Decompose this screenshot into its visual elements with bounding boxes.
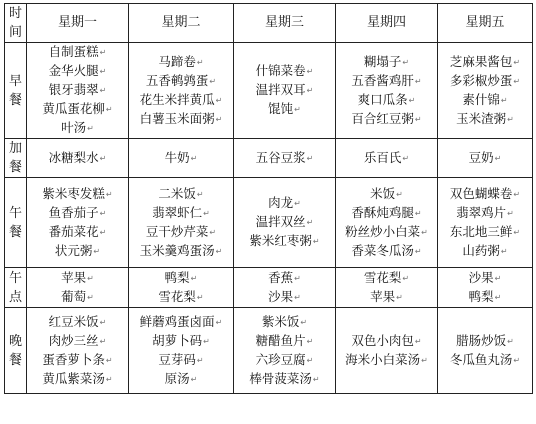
menu-item: 鸭梨 ↵ bbox=[438, 288, 532, 307]
menu-item: 黄瓜蛋花柳 ↵ bbox=[27, 100, 128, 119]
menu-item: 双色小肉包 ↵ bbox=[336, 332, 437, 351]
menu-cell-dinner-fri bbox=[438, 308, 533, 394]
meal-label-dinner: 晚餐 bbox=[5, 308, 27, 394]
day-header-mon: 星期一 bbox=[27, 4, 129, 43]
menu-item: 肉炒三丝 ↵ bbox=[27, 332, 128, 351]
menu-item: 米饭 ↵ bbox=[336, 185, 437, 204]
meal-row-snack bbox=[5, 268, 533, 308]
menu-item: 花生米拌黄瓜 ↵ bbox=[129, 91, 233, 110]
menu-item: 豆芽码 ↵ bbox=[129, 351, 233, 370]
menu-cell-dinner-wed bbox=[234, 308, 336, 394]
menu-item: 玉米羹鸡蛋汤 ↵ bbox=[129, 242, 233, 261]
meal-label-lunch: 午餐 bbox=[5, 178, 27, 268]
menu-cell-dinner-thu bbox=[336, 308, 438, 394]
menu-cell-snack-fri bbox=[438, 268, 533, 308]
menu-item: 紫米饭 ↵ bbox=[234, 313, 335, 332]
menu-item: 温拌双耳 ↵ bbox=[234, 81, 335, 100]
menu-item: 爽口瓜条 ↵ bbox=[336, 91, 437, 110]
menu-item: 自制蛋糕 ↵ bbox=[27, 43, 128, 62]
menu-cell-lunch-wed bbox=[234, 178, 336, 268]
meal-row-lunch bbox=[5, 178, 533, 268]
day-header-thu: 星期四 bbox=[336, 4, 438, 43]
header-row bbox=[5, 4, 533, 43]
menu-item: 原汤 ↵ bbox=[129, 370, 233, 389]
menu-cell-dinner-tue bbox=[129, 308, 234, 394]
menu-item: 沙果 ↵ bbox=[438, 269, 532, 288]
menu-cell-extra-mon bbox=[27, 139, 129, 178]
menu-item: 海米小白菜汤 ↵ bbox=[336, 351, 437, 370]
menu-cell-extra-wed bbox=[234, 139, 336, 178]
menu-cell-lunch-fri bbox=[438, 178, 533, 268]
menu-item: 香菜冬瓜汤 ↵ bbox=[336, 242, 437, 261]
menu-item: 素什锦 ↵ bbox=[438, 91, 532, 110]
menu-cell-breakfast-fri bbox=[438, 43, 533, 139]
menu-item: 五香酱鸡肝 ↵ bbox=[336, 72, 437, 91]
menu-item: 肉龙 ↵ bbox=[234, 194, 335, 213]
menu-item: 冬瓜鱼丸汤 ↵ bbox=[438, 351, 532, 370]
menu-item: 香酥炖鸡腿 ↵ bbox=[336, 204, 437, 223]
meal-row-extra bbox=[5, 139, 533, 178]
menu-item: 香蕉 ↵ bbox=[234, 269, 335, 288]
menu-cell-lunch-thu bbox=[336, 178, 438, 268]
menu-cell-breakfast-mon bbox=[27, 43, 129, 139]
menu-item: 二米饭 ↵ bbox=[129, 185, 233, 204]
menu-item: 豆干炒芹菜 ↵ bbox=[129, 223, 233, 242]
menu-item: 白薯玉米面粥 ↵ bbox=[129, 110, 233, 129]
menu-item: 叶汤 ↵ bbox=[27, 119, 128, 138]
menu-item: 蛋香萝卜条 ↵ bbox=[27, 351, 128, 370]
meal-row-dinner bbox=[5, 308, 533, 394]
meal-label-extra: 加餐 bbox=[5, 139, 27, 178]
menu-item: 双色蝴蝶卷 ↵ bbox=[438, 185, 532, 204]
menu-cell-snack-wed bbox=[234, 268, 336, 308]
menu-cell-breakfast-wed bbox=[234, 43, 336, 139]
menu-item: 山药粥 ↵ bbox=[438, 242, 532, 261]
menu-cell-lunch-tue bbox=[129, 178, 234, 268]
menu-cell-dinner-mon bbox=[27, 308, 129, 394]
menu-item: 百合红豆粥 ↵ bbox=[336, 110, 437, 129]
menu-item: 糊塌子 ↵ bbox=[336, 53, 437, 72]
day-header-wed: 星期三 bbox=[234, 4, 336, 43]
meal-label-snack: 午点 bbox=[5, 268, 27, 308]
meal-row-breakfast bbox=[5, 43, 533, 139]
menu-item: 状元粥 ↵ bbox=[27, 242, 128, 261]
menu-item: 芝麻果酱包 ↵ bbox=[438, 53, 532, 72]
menu-item: 温拌双丝 ↵ bbox=[234, 213, 335, 232]
day-header-fri: 星期五 bbox=[438, 4, 533, 43]
menu-item: 什锦菜卷 ↵ bbox=[234, 62, 335, 81]
menu-cell-snack-tue bbox=[129, 268, 234, 308]
menu-item: 糖醋鱼片 ↵ bbox=[234, 332, 335, 351]
menu-item: 翡翠鸡片 ↵ bbox=[438, 204, 532, 223]
menu-item: 五谷豆浆 ↵ bbox=[234, 149, 335, 168]
menu-item: 腊肠炒饭 ↵ bbox=[438, 332, 532, 351]
menu-item: 胡萝卜码 ↵ bbox=[129, 332, 233, 351]
menu-item: 紫米红枣粥 ↵ bbox=[234, 232, 335, 251]
menu-item: 棒骨菠菜汤 ↵ bbox=[234, 370, 335, 389]
menu-item: 番茄菜花 ↵ bbox=[27, 223, 128, 242]
menu-item: 鱼香茄子 ↵ bbox=[27, 204, 128, 223]
menu-item: 东北地三鲜 ↵ bbox=[438, 223, 532, 242]
menu-item: 翡翠虾仁 ↵ bbox=[129, 204, 233, 223]
menu-item: 乐百氏 ↵ bbox=[336, 149, 437, 168]
menu-item: 粉丝炒小白菜 ↵ bbox=[336, 223, 437, 242]
menu-item: 鲜蘑鸡蛋卤面 ↵ bbox=[129, 313, 233, 332]
corner-label: 时间 bbox=[5, 4, 27, 43]
menu-item: 冰糖梨水 ↵ bbox=[27, 149, 128, 168]
menu-item: 馄饨 ↵ bbox=[234, 100, 335, 119]
menu-item: 马蹄卷 ↵ bbox=[129, 53, 233, 72]
meal-label-breakfast: 早餐 bbox=[5, 43, 27, 139]
menu-cell-lunch-mon bbox=[27, 178, 129, 268]
weekly-menu-table bbox=[4, 3, 533, 394]
menu-cell-extra-tue bbox=[129, 139, 234, 178]
menu-item: 六珍豆腐 ↵ bbox=[234, 351, 335, 370]
menu-item: 苹果 ↵ bbox=[336, 288, 437, 307]
menu-item: 金华火腿 ↵ bbox=[27, 62, 128, 81]
day-header-tue: 星期二 bbox=[129, 4, 234, 43]
menu-cell-snack-mon bbox=[27, 268, 129, 308]
menu-item: 玉米渣粥 ↵ bbox=[438, 110, 532, 129]
menu-item: 紫米枣发糕 ↵ bbox=[27, 185, 128, 204]
menu-item: 苹果 ↵ bbox=[27, 269, 128, 288]
menu-item: 葡萄 ↵ bbox=[27, 288, 128, 307]
menu-item: 雪花梨 ↵ bbox=[129, 288, 233, 307]
menu-item: 红豆米饭 ↵ bbox=[27, 313, 128, 332]
menu-item: 黄瓜紫菜汤 ↵ bbox=[27, 370, 128, 389]
menu-item: 豆奶 ↵ bbox=[438, 149, 532, 168]
menu-item: 雪花梨 ↵ bbox=[336, 269, 437, 288]
menu-item: 沙果 ↵ bbox=[234, 288, 335, 307]
menu-item: 五香鹌鹑蛋 ↵ bbox=[129, 72, 233, 91]
menu-item: 牛奶 ↵ bbox=[129, 149, 233, 168]
menu-cell-snack-thu bbox=[336, 268, 438, 308]
menu-item: 鸭梨 ↵ bbox=[129, 269, 233, 288]
menu-cell-breakfast-tue bbox=[129, 43, 234, 139]
menu-cell-extra-fri bbox=[438, 139, 533, 178]
menu-item: 银牙翡翠 ↵ bbox=[27, 81, 128, 100]
menu-item: 多彩椒炒蛋 ↵ bbox=[438, 72, 532, 91]
menu-cell-breakfast-thu bbox=[336, 43, 438, 139]
menu-cell-extra-thu bbox=[336, 139, 438, 178]
